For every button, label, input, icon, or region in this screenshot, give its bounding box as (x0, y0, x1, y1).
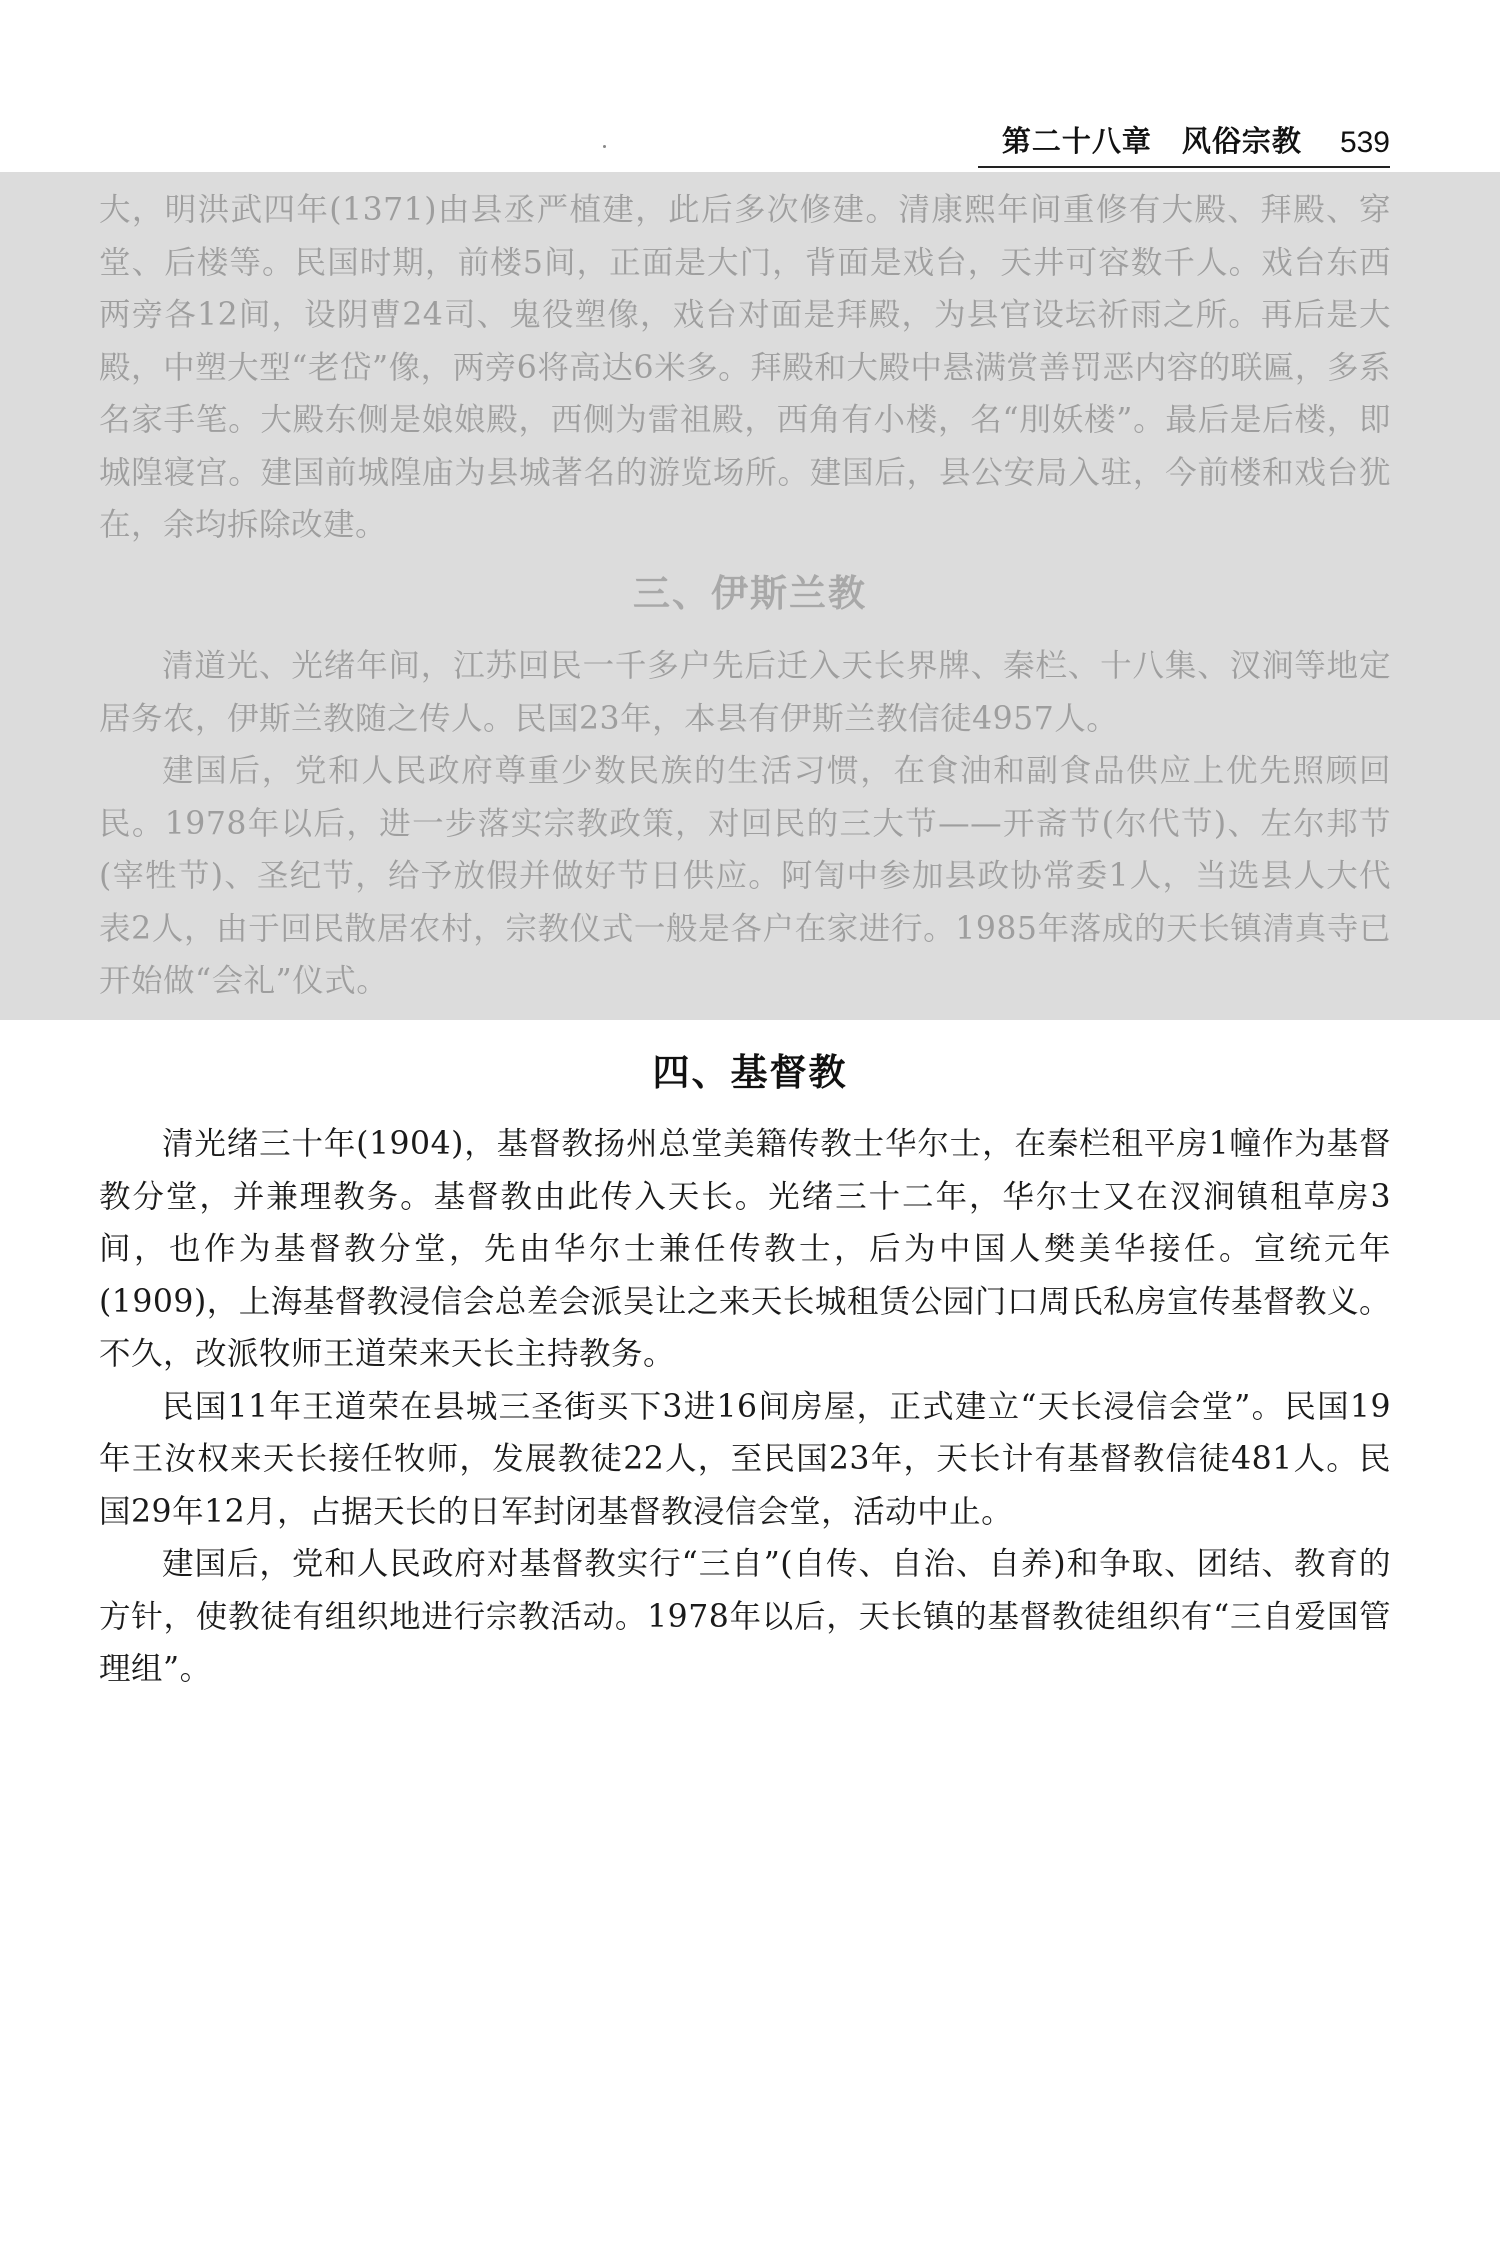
islam-paragraphs (99, 640, 1391, 1008)
paragraph-christianity-3: 建国后，党和人民政府对基督教实行“三自”(自传、自治、自养)和争取、团结、教育的方针，使教徒有组织地进行宗教活动。1978年以后，天长镇的基督教徒组织有“三自爱国管理组”。 (99, 1546, 1391, 1687)
chapter-title: 第二十八章 风俗宗教 (1001, 124, 1302, 158)
section-title-islam: 三、伊斯兰教 (633, 572, 867, 615)
paragraph-islam-1: 清道光、光绪年间，江苏回民一千多户先后迁入天长界牌、秦栏、十八集、汊涧等地定居务农，伊斯兰教随之传人。民国23年，本县有伊斯兰教信徒4957人。 (99, 648, 1391, 737)
paragraph-christianity-1: 清光绪三十年(1904)，基督教扬州总堂美籍传教士华尔士，在秦栏租平房1幢作为基督教分堂，并兼理教务。基督教由此传入天长。光绪三十二年，华尔士又在汊涧镇租草房3间，也作为基督教分堂，先由华尔士兼任传教士，后为中国人樊美华接任。宣统元年(1909)，上海基督教浸信会总差会派吴让之来天长城租赁公园门口周氏私房宣传基督教义。不久，改派牧师王道荣来天长主持教务。 (99, 1126, 1391, 1372)
paragraph-city-god-temple: 大，明洪武四年(1371)由县丞严植建，此后多次修建。清康熙年间重修有大殿、拜殿、穿堂、后楼等。民国时期，前楼5间，正面是大门，背面是戏台，天井可容数千人。戏台东西两旁各12间，设阴曹24司、鬼役塑像，戏台对面是拜殿，为县官设坛祈雨之所。再后是大殿，中塑大型“老岱”像，两旁6将高达6米多。拜殿和大殿中悬满赏善罚恶内容的联匾，多系名家手笔。大殿东侧是娘娘殿，西侧为雷祖殿，西角有小楼，名“刖妖楼”。最后是后楼，即城隍寝宫。建国前城隍庙为县城著名的游览场所。建国后，县公安局入驻，今前楼和戏台犹在，余均拆除改建。 (99, 192, 1391, 543)
running-header (978, 118, 1390, 168)
page-number: 539 (1339, 126, 1390, 159)
paragraph-islam-2: 建国后，党和人民政府尊重少数民族的生活习惯，在食油和副食品供应上优先照顾回民。1978年以后，进一步落实宗教政策，对回民的三大节——开斋节(尔代节)、左尔邦节(宰牲节)、圣纪节，给予放假并做好节日供应。阿訇中参加县政协常委1人，当选县人大代表2人，由于回民散居农村，宗教仪式一般是各户在家进行。1985年落成的天长镇清真寺已开始做“会礼”仪式。 (99, 753, 1391, 999)
scan-speck (603, 145, 606, 148)
christianity-paragraphs (99, 1118, 1391, 1696)
paragraph-christianity-2: 民国11年王道荣在县城三圣街买下3进16间房屋，正式建立“天长浸信会堂”。民国19年王汝权来天长接任牧师，发展教徒22人，至民国23年，天长计有基督教信徒481人。民国29年12月，占据天长的日军封闭基督教浸信会堂，活动中止。 (99, 1388, 1391, 1530)
top-paragraph-block (99, 184, 1391, 552)
section-title-christianity: 四、基督教 (652, 1051, 848, 1094)
